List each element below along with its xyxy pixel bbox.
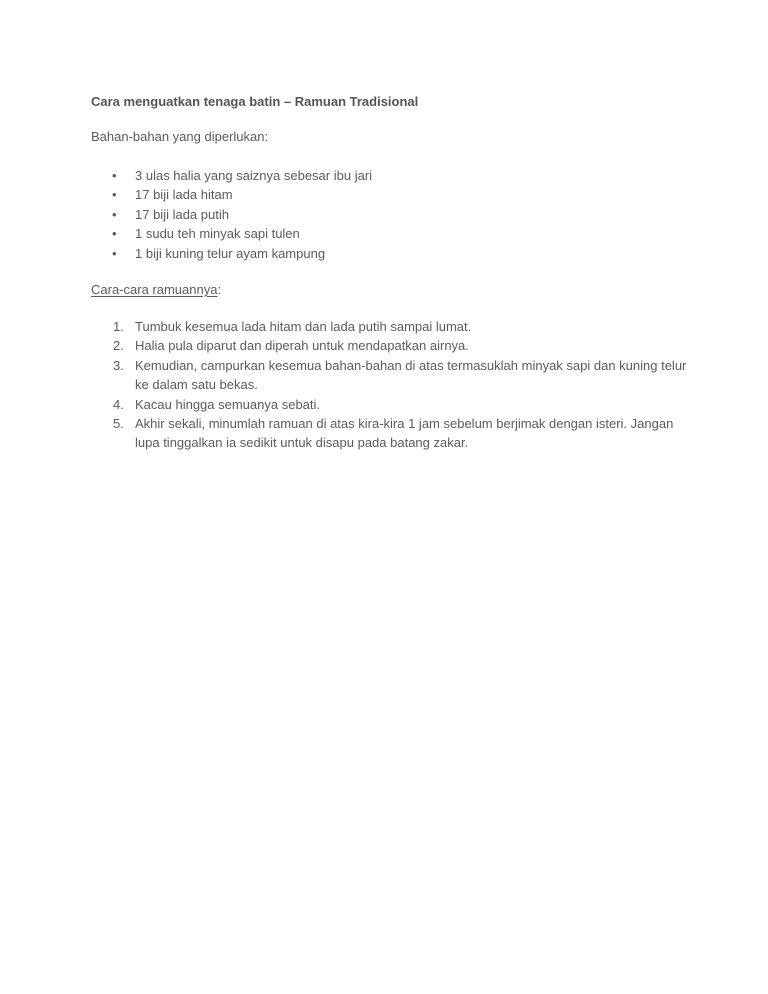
ingredients-intro: Bahan-bahan yang diperlukan: <box>91 129 269 144</box>
list-item <box>91 166 372 185</box>
step-text: Tumbuk kesemua lada hitam dan lada putih sampai lumat. <box>135 319 472 334</box>
method-heading <box>91 282 221 297</box>
list-item <box>91 395 691 414</box>
list-item <box>91 317 691 336</box>
list-item <box>91 414 691 453</box>
list-item <box>91 205 372 224</box>
bullet-icon: • <box>112 168 117 183</box>
step-number: 5. <box>113 416 124 432</box>
ingredient-text: 3 ulas halia yang saiznya sebesar ibu jari <box>135 168 373 183</box>
list-item <box>91 224 372 243</box>
step-number: 1. <box>113 319 124 334</box>
ingredient-text: 17 biji lada hitam <box>135 187 233 203</box>
bullet-icon: • <box>112 206 117 222</box>
list-item <box>91 244 372 263</box>
step-text: Halia pula diparut dan diperah untuk mendapatkan airnya. <box>135 338 469 354</box>
bullet-icon: • <box>112 187 117 203</box>
list-item <box>91 185 372 204</box>
list-item <box>91 336 691 355</box>
ingredient-text: 17 biji lada putih <box>135 206 229 222</box>
step-text: Akhir sekali, minumlah ramuan di atas kira-kira 1 jam sebelum berjimak dengan isteri. Jangan lupa tinggalkan ia sedikit untuk disapu pada batang zakar. <box>135 416 674 451</box>
ingredients-list <box>91 166 372 263</box>
method-heading-text: Cara-cara ramuannya <box>91 282 218 297</box>
method-heading-colon: : <box>217 282 222 297</box>
bullet-icon: • <box>112 226 117 242</box>
step-text: Kacau hingga semuanya sebati. <box>135 396 321 412</box>
step-number: 4. <box>113 396 124 412</box>
steps-list <box>91 317 691 453</box>
ingredient-text: 1 biji kuning telur ayam kampung <box>135 245 326 261</box>
list-item <box>91 356 691 395</box>
ingredient-text: 1 sudu teh minyak sapi tulen <box>135 226 300 242</box>
document-title: Cara menguatkan tenaga batin – Ramuan Tradisional <box>91 94 419 109</box>
step-number: 3. <box>113 357 124 373</box>
step-number: 2. <box>113 338 124 354</box>
step-text: Kemudian, campurkan kesemua bahan-bahan di atas termasuklah minyak sapi dan kuning telur ke dalam satu bekas. <box>135 357 687 393</box>
bullet-icon: • <box>112 245 117 261</box>
